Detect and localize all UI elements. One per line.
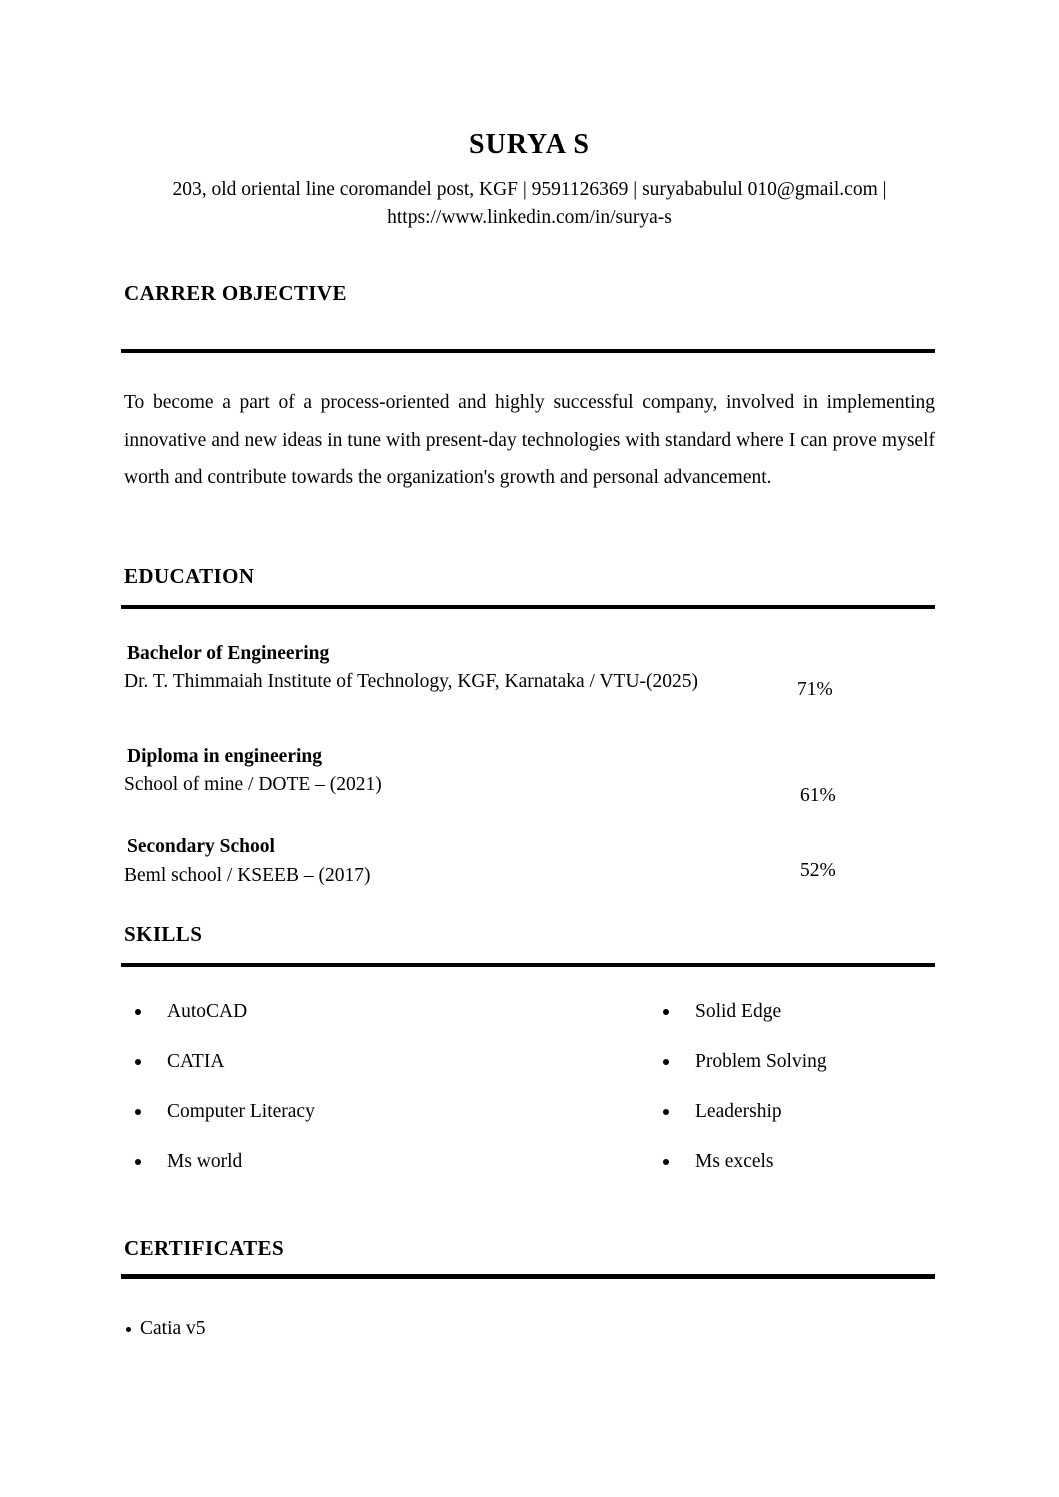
education-score: 71%: [797, 679, 833, 700]
resume-name: SURYA S: [469, 129, 590, 160]
skill-item: [135, 1101, 315, 1123]
section-heading-skills: SKILLS: [124, 922, 203, 946]
education-degree: Diploma in engineering: [127, 746, 323, 767]
skill-label: Leadership: [695, 1101, 782, 1122]
education-institution: Beml school / KSEEB – (2017): [124, 865, 371, 886]
bullet-icon: [126, 1327, 131, 1332]
education-institution: Dr. T. Thimmaiah Institute of Technology, KGF, Karnataka / VTU-(2025): [124, 671, 699, 692]
skill-item: [135, 1151, 242, 1173]
skill-item: [663, 1151, 774, 1173]
education-score: 61%: [800, 785, 836, 806]
section-divider: [121, 963, 935, 967]
skill-label: Problem Solving: [695, 1051, 827, 1072]
skill-label: CATIA: [167, 1051, 225, 1072]
skill-label: Ms excels: [695, 1151, 774, 1172]
certificate-label: Catia v5: [140, 1318, 206, 1339]
section-divider: [121, 349, 935, 353]
linkedin-url[interactable]: https://www.linkedin.com/in/surya-s: [387, 207, 672, 228]
skill-item: [663, 1101, 782, 1123]
skill-item: [135, 1051, 224, 1073]
education-score: 52%: [800, 860, 836, 881]
skill-item: [663, 1001, 781, 1023]
section-divider: [121, 605, 935, 609]
bullet-icon: [663, 1059, 669, 1065]
contact-line-address-phone-email: 203, old oriental line coromandel post, KGF | 9591126369 | suryababulul 010@gmail.com |: [172, 179, 887, 200]
education-degree: Bachelor of Engineering: [127, 643, 330, 664]
skill-label: AutoCAD: [167, 1001, 248, 1022]
bullet-icon: [135, 1109, 141, 1115]
bullet-icon: [135, 1009, 141, 1015]
bullet-icon: [663, 1109, 669, 1115]
bullet-icon: [663, 1159, 669, 1165]
education-institution: School of mine / DOTE – (2021): [124, 774, 382, 795]
career-objective-text: To become a part of a process-oriented and highly successful company, involved in implementing innovative and new ideas in tune with present-day technologies with standard where I can prove myself worth and contribute towards the organization's growth and personal advancement.: [124, 392, 935, 488]
education-degree: Secondary School: [127, 836, 275, 857]
skill-label: Solid Edge: [695, 1001, 782, 1022]
skill-label: Computer Literacy: [167, 1101, 315, 1122]
skill-label: Ms world: [167, 1151, 243, 1172]
certificate-item: [126, 1318, 206, 1340]
skill-item: [663, 1051, 827, 1073]
section-divider: [121, 1274, 935, 1279]
bullet-icon: [135, 1059, 141, 1065]
bullet-icon: [663, 1009, 669, 1015]
section-heading-certificates: CERTIFICATES: [124, 1236, 285, 1260]
section-heading-career-objective: CARRER OBJECTIVE: [124, 281, 347, 305]
section-heading-education: EDUCATION: [124, 564, 255, 588]
skill-item: [135, 1001, 247, 1023]
bullet-icon: [135, 1159, 141, 1165]
contact-info: [0, 176, 1059, 232]
